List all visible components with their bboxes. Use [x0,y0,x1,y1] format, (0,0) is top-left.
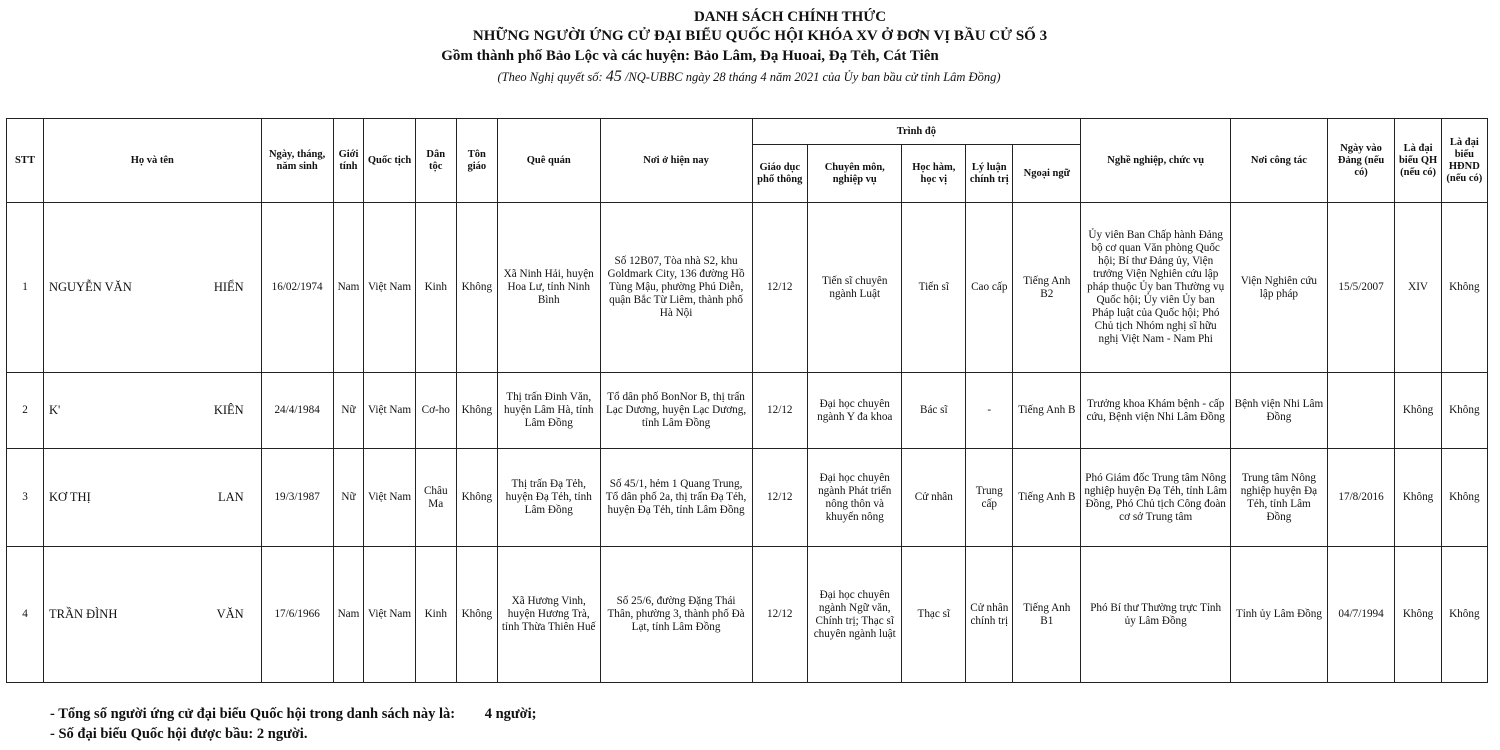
given-name: LAN [217,490,244,504]
cell-general-edu: 12/12 [752,373,807,449]
col-language: Ngoại ngữ [1013,145,1081,203]
cell-language: Tiếng Anh B [1013,449,1081,547]
cell-na-deputy: Không [1395,373,1441,449]
col-workplace: Nơi công tác [1231,119,1328,203]
cell-council-deputy: Không [1441,373,1487,449]
col-residence: Nơi ở hiện nay [600,119,752,203]
cell-occupation: Phó Giám đốc Trung tâm Nông nghiệp huyện Đạ Tẻh, tỉnh Lâm Đồng, Phó Chủ tịch Công đoàn cơ sở Trung tâm [1081,449,1231,547]
cell-nationality: Việt Nam [364,449,415,547]
col-na-deputy: Là đại biểu QH (nếu có) [1395,119,1441,203]
cell-residence: Tổ dân phố BonNor B, thị trấn Lạc Dương, huyện Lạc Dương, tỉnh Lâm Đồng [600,373,752,449]
col-party-date: Ngày vào Đảng (nếu có) [1327,119,1395,203]
cell-stt: 1 [7,203,44,373]
cell-degree: Bác sĩ [902,373,966,449]
basis-prefix: (Theo Nghị quyết số: [497,70,603,84]
total-candidates-line [50,704,536,724]
table-row [7,203,1488,373]
col-gender: Giới tính [333,119,364,203]
col-council-deputy: Là đại biểu HĐND (nếu có) [1441,119,1487,203]
cell-occupation: Ủy viên Ban Chấp hành Đảng bộ cơ quan Văn phòng Quốc hội; Bí thư Đảng ủy, Viện trưởng Viện Nghiên cứu lập pháp thuộc Ủy ban Thường vụ Quốc hội; Ủy viên Ủy ban Pháp luật của Quốc hội; Phó Chủ tịch Nhóm nghị sĩ hữu nghị Việt Nam - Nam Phi [1081,203,1231,373]
cell-workplace: Bệnh viện Nhi Lâm Đồng [1231,373,1328,449]
cell-religion: Không [456,449,497,547]
col-nationality: Quốc tịch [364,119,415,203]
total-value: 4 người; [484,706,537,722]
cell-specialty: Đại học chuyên ngành Y đa khoa [808,373,902,449]
elected-count-line [50,724,536,744]
cell-hometown: Xã Hương Vinh, huyện Hương Trà, tỉnh Thừa Thiên Huế [497,547,600,683]
table-row [7,373,1488,449]
given-name: KIÊN [213,403,244,417]
cell-language: Tiếng Anh B1 [1013,547,1081,683]
cell-gender: Nữ [333,449,364,547]
document-basis [0,67,1500,87]
cell-dob: 19/3/1987 [261,449,333,547]
family-name: K' [48,403,61,417]
cell-council-deputy: Không [1441,449,1487,547]
col-occupation: Nghề nghiệp, chức vụ [1081,119,1231,203]
cell-degree: Cử nhân [902,449,966,547]
col-political: Lý luận chính trị [966,145,1013,203]
cell-ethnicity: Cơ-ho [415,373,456,449]
col-general-edu: Giáo dục phổ thông [752,145,807,203]
cell-ethnicity: Châu Ma [415,449,456,547]
document-subtitle: NHỮNG NGƯỜI ỨNG CỬ ĐẠI BIỂU QUỐC HỘI KHÓA XV Ở ĐƠN VỊ BẦU CỬ SỐ 3 [472,28,1048,44]
cell-workplace: Trung tâm Nông nghiệp huyện Đạ Tẻh, tỉnh Lâm Đồng [1231,449,1328,547]
col-name: Họ và tên [43,119,261,203]
cell-general-edu: 12/12 [752,203,807,373]
cell-degree: Thạc sĩ [902,547,966,683]
document-area: Gồm thành phố Bảo Lộc và các huyện: Bảo Lâm, Đạ Huoai, Đạ Tẻh, Cát Tiên [441,48,939,64]
cell-hometown: Xã Ninh Hải, huyện Hoa Lư, tỉnh Ninh Bình [497,203,600,373]
cell-political: Cử nhân chính trị [966,547,1013,683]
cell-na-deputy: Không [1395,449,1441,547]
cell-general-edu: 12/12 [752,547,807,683]
cell-residence: Số 25/6, đường Đặng Thái Thân, phường 3, thành phố Đà Lạt, tỉnh Lâm Đồng [600,547,752,683]
document-footer [50,704,536,744]
cell-degree: Tiến sĩ [902,203,966,373]
cell-religion: Không [456,373,497,449]
cell-ethnicity: Kinh [415,547,456,683]
cell-party-date: 04/7/1994 [1327,547,1395,683]
document-header [0,8,1500,87]
col-degree: Học hàm, học vị [902,145,966,203]
cell-workplace: Viện Nghiên cứu lập pháp [1231,203,1328,373]
cell-political: Trung cấp [966,449,1013,547]
cell-name [43,449,261,547]
cell-dob: 17/6/1966 [261,547,333,683]
cell-religion: Không [456,547,497,683]
cell-religion: Không [456,203,497,373]
basis-number: 45 [605,68,622,85]
cell-dob: 16/02/1974 [261,203,333,373]
elected-label: - Số đại biểu Quốc hội được bầu: [50,726,254,742]
col-religion: Tôn giáo [456,119,497,203]
family-name: KƠ THỊ [48,490,91,504]
candidate-table [6,118,1488,683]
given-name: HIỂN [213,280,244,294]
cell-residence: Số 45/1, hẻm 1 Quang Trung, Tổ dân phố 2a, thị trấn Đạ Tẻh, huyện Đạ Tẻh, tỉnh Lâm Đồng [600,449,752,547]
total-label: - Tổng số người ứng cử đại biểu Quốc hội trong danh sách này là: [50,706,456,722]
col-specialty: Chuyên môn, nghiệp vụ [808,145,902,203]
cell-occupation: Phó Bí thư Thường trực Tỉnh ủy Lâm Đồng [1081,547,1231,683]
cell-nationality: Việt Nam [364,547,415,683]
col-dob: Ngày, tháng, năm sinh [261,119,333,203]
cell-general-edu: 12/12 [752,449,807,547]
cell-workplace: Tỉnh ủy Lâm Đồng [1231,547,1328,683]
cell-political: - [966,373,1013,449]
cell-gender: Nữ [333,373,364,449]
cell-party-date: 15/5/2007 [1327,203,1395,373]
cell-name [43,547,261,683]
cell-stt: 4 [7,547,44,683]
cell-gender: Nam [333,547,364,683]
cell-ethnicity: Kinh [415,203,456,373]
basis-suffix: /NQ-UBBC ngày 28 tháng 4 năm 2021 của Ủy ban bầu cử tỉnh Lâm Đồng) [624,70,1001,84]
cell-party-date [1327,373,1395,449]
cell-hometown: Thị trấn Đinh Văn, huyện Lâm Hà, tỉnh Lâm Đồng [497,373,600,449]
cell-gender: Nam [333,203,364,373]
col-ethnicity: Dân tộc [415,119,456,203]
cell-occupation: Trưởng khoa Khám bệnh - cấp cứu, Bệnh viện Nhi Lâm Đồng [1081,373,1231,449]
elected-value: 2 người. [256,726,308,742]
cell-specialty: Tiến sĩ chuyên ngành Luật [808,203,902,373]
cell-nationality: Việt Nam [364,373,415,449]
cell-council-deputy: Không [1441,547,1487,683]
cell-language: Tiếng Anh B2 [1013,203,1081,373]
cell-name [43,373,261,449]
col-hometown: Quê quán [497,119,600,203]
table-row [7,547,1488,683]
cell-stt: 2 [7,373,44,449]
cell-council-deputy: Không [1441,203,1487,373]
cell-specialty: Đại học chuyên ngành Ngữ văn, Chính trị; Thạc sĩ chuyên ngành luật [808,547,902,683]
cell-dob: 24/4/1984 [261,373,333,449]
col-education-group: Trình độ [752,119,1081,145]
cell-hometown: Thị trấn Đạ Tẻh, huyện Đạ Tẻh, tỉnh Lâm Đồng [497,449,600,547]
cell-nationality: Việt Nam [364,203,415,373]
cell-party-date: 17/8/2016 [1327,449,1395,547]
family-name: TRẦN ĐÌNH [48,607,118,621]
document-title: DANH SÁCH CHÍNH THỨC [693,9,887,25]
cell-na-deputy: XIV [1395,203,1441,373]
table-row [7,449,1488,547]
cell-na-deputy: Không [1395,547,1441,683]
cell-name [43,203,261,373]
col-stt: STT [7,119,44,203]
cell-specialty: Đại học chuyên ngành Phát triển nông thôn và khuyến nông [808,449,902,547]
given-name: VĂN [216,607,244,621]
cell-residence: Số 12B07, Tòa nhà S2, khu Goldmark City, 136 đường Hồ Tùng Mậu, phường Phú Diễn, quận Bắc Từ Liêm, thành phố Hà Nội [600,203,752,373]
cell-political: Cao cấp [966,203,1013,373]
family-name: NGUYỄN VĂN [48,280,132,294]
cell-stt: 3 [7,449,44,547]
cell-language: Tiếng Anh B [1013,373,1081,449]
